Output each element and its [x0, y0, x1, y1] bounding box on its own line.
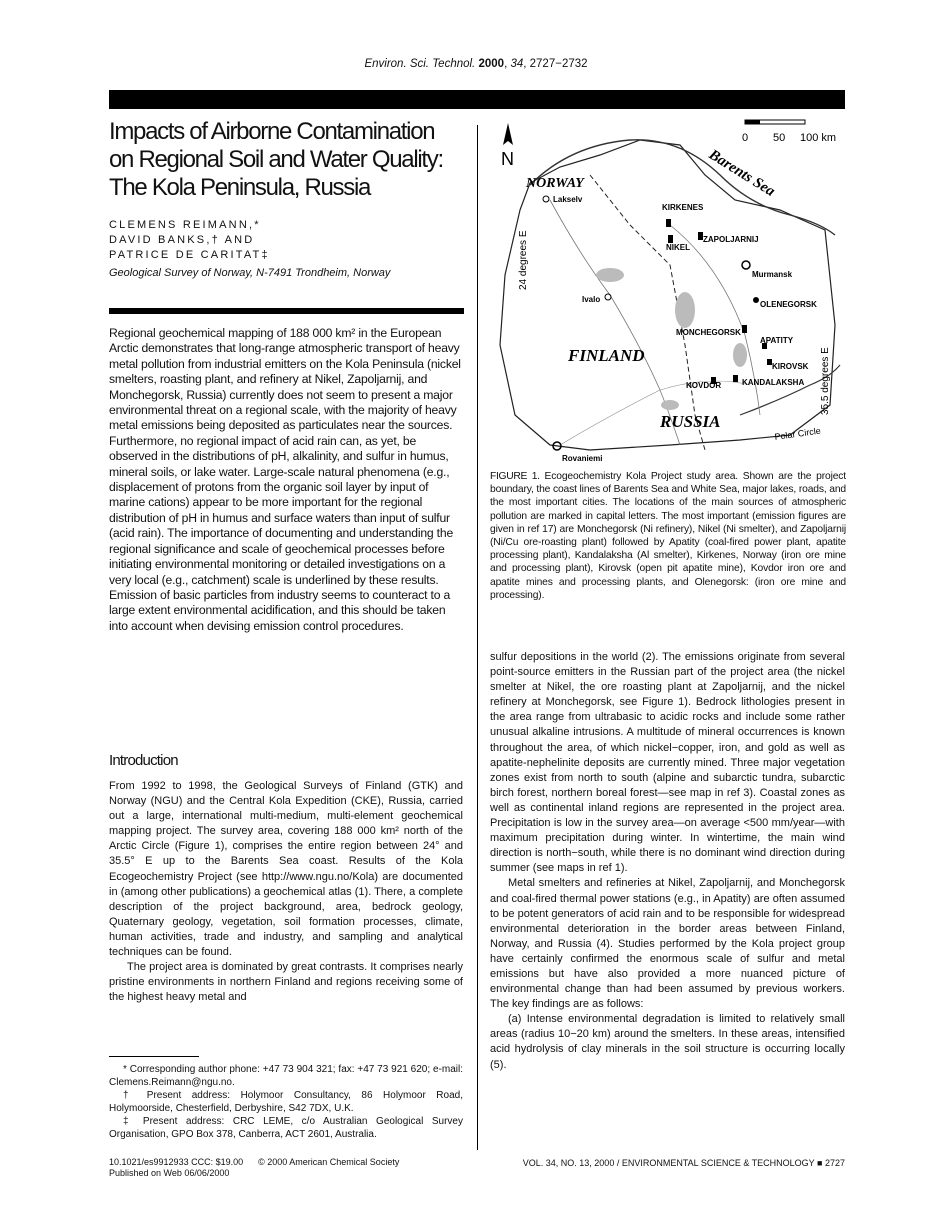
running-header: Environ. Sci. Technol. 2000, 34, 2727−2732	[364, 58, 588, 70]
author-2: DAVID BANKS,† AND	[109, 234, 255, 246]
affiliation: Geological Survey of Norway, N-7491 Trondheim, Norway	[109, 267, 391, 279]
published-date: Published on Web 06/06/2000	[109, 1168, 230, 1178]
introduction-heading: Introduction	[109, 752, 178, 769]
city-marker-monchegorsk	[742, 325, 747, 333]
lake-1	[675, 292, 695, 328]
city-kandalaksha: KANDALAKSHA	[742, 378, 805, 387]
footer-right: VOL. 34, NO. 13, 2000 / ENVIRONMENTAL SCIENCE & TECHNOLOGY ■ 2727	[522, 1158, 845, 1168]
footnote-3: ‡ Present address: CRC LEME, c/o Australian Geological Survey Organisation, GPO Box 378, Canberra, ACT 2601, Australia.	[109, 1116, 463, 1140]
body-paragraph-2: Metal smelters and refineries at Nikel, Zapoljarnij, and Monchegorsk and coal-fired thermal power stations (e.g., in Apatity) are often assumed to be potent generators of acid rain and to be responsible for widespread environmental deterioration in the border areas between Finland, Norway, and Russia (4). Studies performed by the Kola project group have certainly confirmed the enormous scale of sulfur and metal emissions but have also provided a more nuanced picture of environmental change than had been assumed by previous workers. The key findings are as follows:	[490, 877, 845, 1011]
city-murmansk: Murmansk	[752, 270, 793, 279]
barents-sea-label: Barents Sea	[705, 146, 778, 200]
abstract-rule	[109, 308, 464, 314]
finland-label: FINLAND	[568, 346, 645, 365]
city-marker-kandalaksha	[733, 375, 738, 382]
city-monchegorsk: MONCHEGORSK	[676, 328, 741, 337]
map-svg	[490, 115, 846, 465]
copyright: © 2000 American Chemical Society	[258, 1157, 400, 1167]
journal-volume: 34	[510, 58, 524, 70]
north-label: N	[501, 149, 514, 169]
author-1: CLEMENS REIMANN,*	[109, 219, 261, 231]
author-list	[109, 218, 469, 263]
russia-label: RUSSIA	[660, 412, 721, 431]
footnote-rule	[109, 1056, 199, 1057]
lake-4	[661, 400, 679, 410]
polar-circle-label: Polar Circle	[773, 425, 822, 442]
abstract	[109, 326, 465, 634]
left-column-body	[109, 779, 463, 1005]
city-kirkenes: KIRKENES	[662, 203, 704, 212]
title-line-2: on Regional Soil and Water Quality:	[109, 146, 443, 173]
lon-east-label: 35.5 degrees E	[820, 347, 831, 415]
city-kovdor: KOVDOR	[686, 381, 722, 390]
city-marker-olenegorsk	[753, 297, 759, 303]
lake-2	[596, 268, 624, 282]
scale-50: 50	[773, 132, 786, 144]
author-3: PATRICE DE CARITAT‡	[109, 249, 270, 261]
city-apatity: APATITY	[760, 336, 794, 345]
city-olenegorsk: OLENEGORSK	[760, 300, 817, 309]
intro-paragraph-2: The project area is dominated by great contrasts. It comprises nearly pristine environments in northern Finland and regions receiving some of the highest heavy metal and	[109, 961, 463, 1004]
intro-paragraph-1: From 1992 to 1998, the Geological Surveys of Finland (GTK) and Norway (NGU) and the Central Kola Expedition (CKE), Russia, carried out a large, international multi-medium, multi-element geochemical mapping project. The survey area, covering 188 000 km² north of the Arctic Circle (Figure 1), comprises the entire region between 24° and 35.5° E up to the Barents Sea coast. Results of the Kola Ecogeochemistry Project (see http://www.ngu.no/Kola) are documented in (among other publications) a geochemical atlas (1). There, a complete description of the project background, area, bedrock geology, Quaternary geology, vegetation, soil formation processes, climate, human activities, trade and industry, and sampling and analytical techniques can be found.	[109, 780, 463, 959]
caption-text: Ecogeochemistry Kola Project study area. Shown are the project boundary, the coast lines of Barents Sea and White Sea, major lakes, roads, and the most important cities. The locations of the main sources of atmospheric pollution are marked in capital letters. The most important (emission figures are given in ref 17) are Monchegorsk (Ni refinery), Nikel (Ni smelter), and Zapoljarnij (Ni/Cu ore-roasting plant) followed by Apatity (coal-fired power plant, apatite processing plant), Kandalaksha (Al smelter), Kirkenes, Norway (iron ore mine and processing plant), Kirovsk (open pit apatite mine), Kovdor iron ore and apatite mines and processing plants, and Olenegorsk: (iron ore mine and processing).	[490, 471, 847, 601]
journal-year: 2000	[478, 58, 505, 70]
body-paragraph-3: (a) Intense environmental degradation is limited to relatively small areas (radius 10−20 km) around the smelters. In these areas, intensified acid hydrolysis of clay minerals in the soil structure is occurring locally (5).	[490, 1013, 845, 1071]
footnote-2: † Present address: Holymoor Consultancy, 86 Holymoor Road, Holymoorside, Chesterfield, Derbyshire, S42 7DX, U.K.	[109, 1090, 463, 1114]
journal-name: Environ. Sci. Technol.	[364, 58, 476, 70]
doi: 10.1021/es9912933 CCC: $19.00	[109, 1157, 244, 1167]
scale-0: 0	[742, 132, 749, 144]
city-kirovsk: KIROVSK	[772, 362, 809, 371]
column-divider	[477, 125, 478, 1150]
figure-label: FIGURE 1.	[490, 471, 540, 482]
right-column-body	[490, 650, 845, 1073]
abstract-text: Regional geochemical mapping of 188 000 km² in the European Arctic demonstrates that long-range atmospheric transport of heavy metal pollution from industrial emitters on the Kola Peninsula (nickel smelters, roasting plant, and refinery at Nikel, Zapoljarnij, and Monchegorsk, Russia) currently does not seem to present a major environmental threat on a regional scale, with the majority of heavy metal emissions being deposited as particulates near the sources. Furthermore, no regional impact of acid rain can, as yet, be observed in the distributions of pH, alkalinity, and sulfur in humus, mineral soils, or lake water. Large-scale natural phenomena (e.g., displacement of protons from the organic soil layer by input of marine cations) appear to be more important for the regional distribution of pH in humus and surface waters than input of sulfur (acid rain). The importance of documenting and understanding the regional significance and scale of geochemical processes before initiating environmental monitoring or detailed investigations on a very local (e.g., catchment) scale is underlined by these results. Emission of basic particles from industry seems to counteract to a large extent environmental acidification, and this should be taken into account when devising emission control procedures.	[109, 326, 461, 633]
lon-west-label: 24 degrees E	[518, 230, 529, 290]
title-line-1: Impacts of Airborne Contamination	[109, 118, 435, 145]
body-paragraph-1: sulfur depositions in the world (2). The emissions originate from several point-source emitters in the Russian part of the project area (the nickel smelter at Nikel, the ore roasting plant at Zapoljarnij, and the nickel refinery at Monchegorsk, see Figure 1). Bedrock lithologies present in the area range from ultrabasic to acidic rocks and include some rather unusual alkaline intrusions. A multitude of mineral occurrences is known throughout the area, of which nickel−copper, iron, and gold as well as apatite-nephelinite deposits are currently mined. Three major vegetation zones exist from north to south (alpine and subarctic tundra, subarctic birch forest, northern boreal forest—see map in ref 3). Coastal zones as well as continental inland regions are represented in the project area. Precipitation is low in the survey area—on average <500 mm/year—with maximum precipitation during winter. In wintertime, the main wind direction is north−south, while there is no dominant wind direction during summer (see maps in ref 1).	[490, 651, 845, 875]
top-black-bar	[109, 90, 845, 109]
city-zapoljarnij: ZAPOLJARNIJ	[703, 235, 759, 244]
city-marker-kirkenes	[666, 219, 671, 227]
city-ivalo: Ivalo	[582, 295, 601, 304]
lake-3	[733, 343, 747, 367]
scale-100: 100 km	[800, 132, 837, 144]
footer-left	[109, 1157, 399, 1179]
city-nikel: NIKEL	[666, 243, 690, 252]
norway-label: NORWAY	[526, 176, 584, 191]
article-title	[109, 118, 469, 202]
figure-1-caption	[490, 470, 846, 602]
footnote-1: * Corresponding author phone: +47 73 904 321; fax: +47 73 921 620; e-mail: Clemens.Reimann@ngu.no.	[109, 1064, 463, 1088]
journal-pages: 2727−2732	[529, 58, 588, 70]
city-lakselv: Lakselv	[553, 195, 583, 204]
city-marker-nikel	[668, 235, 673, 243]
title-line-3: The Kola Peninsula, Russia	[109, 174, 371, 201]
scale-bar-fill	[745, 120, 760, 124]
figure-1-map	[490, 115, 846, 465]
city-rovaniemi: Rovaniemi	[562, 454, 603, 463]
footnotes	[109, 1063, 463, 1141]
